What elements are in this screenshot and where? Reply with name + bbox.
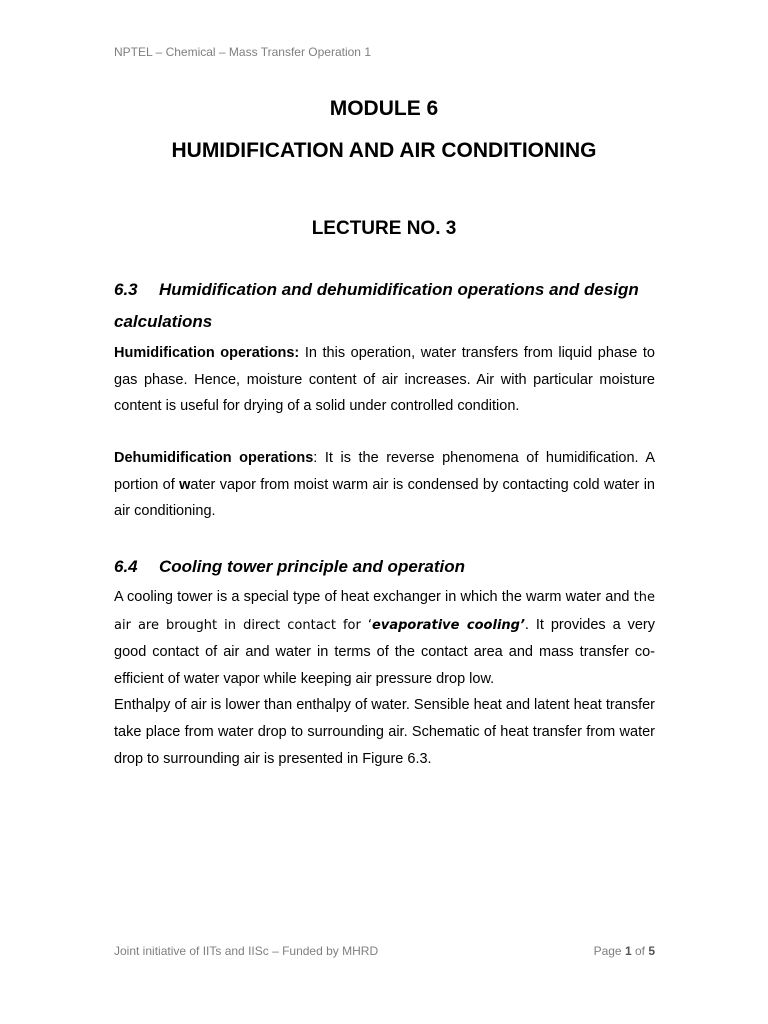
cooling-tower-paragraph (114, 584, 655, 772)
dehumidification-bold-w: w (179, 476, 191, 493)
humidification-label: Humidification operations: (114, 345, 300, 361)
section-number: 6.4 (114, 557, 138, 576)
section-heading: Cooling tower principle and operation (159, 557, 466, 576)
cooling-text-a: A cooling tower is a special type of heat exchanger in which the warm water and (114, 589, 634, 605)
section-number: 6.3 (114, 280, 138, 299)
module-subtitle: HUMIDIFICATION AND AIR CONDITIONING (171, 139, 597, 162)
dehumidification-paragraph (114, 445, 655, 525)
section-heading-line2: calculations (114, 312, 213, 331)
page-current: 1 (624, 944, 632, 958)
section-6-4-heading (114, 551, 659, 583)
module-title: MODULE 6 (329, 97, 439, 120)
evaporative-cooling-emphasis: evaporative cooling’ (372, 617, 525, 633)
humidification-paragraph (114, 340, 655, 420)
footer-credit: Joint initiative of IITs and IISc – Funded by MHRD (114, 944, 379, 958)
dehumidification-text-b: ater vapor from moist warm air is condensed by contacting cold water in air conditioning. (114, 476, 655, 520)
page-indicator (594, 944, 655, 958)
section-heading-line1: Humidification and dehumidification operations and design (159, 280, 639, 299)
dehumidification-text-a: : It is the reverse phenomena of humidification. A portion of (114, 450, 655, 493)
lecture-title: LECTURE NO. 3 (311, 218, 457, 239)
page-label: Page (593, 944, 625, 958)
cooling-text-b: the air are brought in direct contact for ‘ (114, 590, 655, 633)
cooling-text-c: . It provides a very good contact of air and water in terms of the contact area and mass transfer co-efficient of water vapor while keeping air pressure drop low. (114, 616, 656, 687)
enthalpy-text: Enthalpy of air is lower than enthalpy of water. Sensible heat and latent heat transfer take place from water drop to surrounding air. Schematic of heat transfer from water drop to surrounding air is presented in Figure 6.3. (114, 697, 655, 767)
section-6-3-heading (114, 274, 659, 338)
page-total: 5 (648, 944, 655, 958)
humidification-text: In this operation, water transfers from liquid phase to gas phase. Hence, moisture content of air increases. Air with particular moisture content is useful for drying of a solid under controlled condition. (114, 345, 655, 415)
running-header: NPTEL – Chemical – Mass Transfer Operation 1 (114, 45, 371, 59)
page-of: of (631, 944, 649, 958)
dehumidification-label: Dehumidification operations (114, 450, 314, 466)
